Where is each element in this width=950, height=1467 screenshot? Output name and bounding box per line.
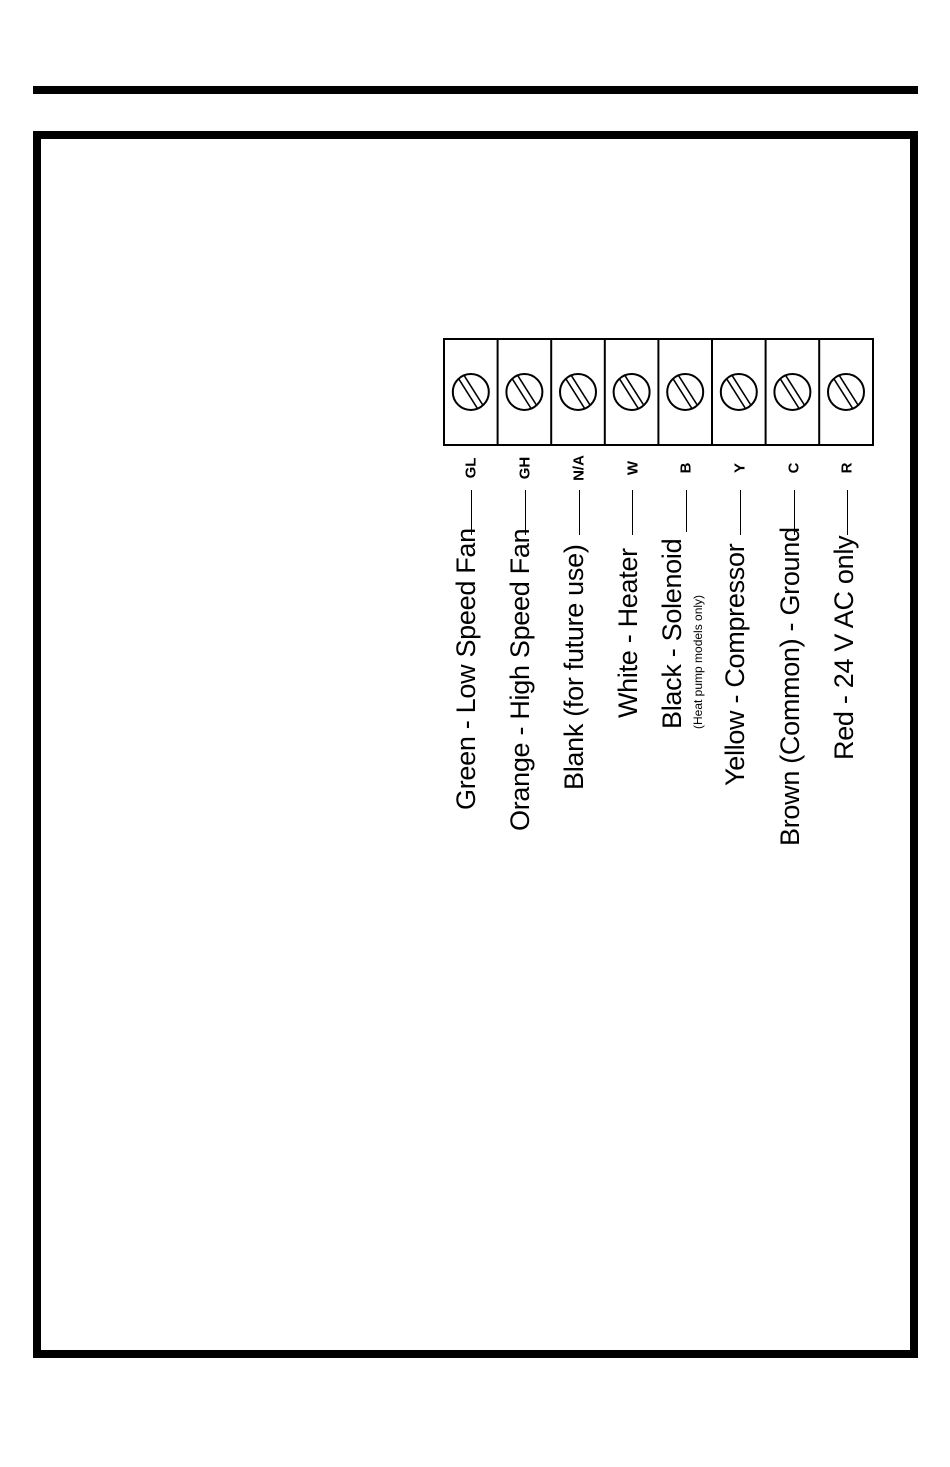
lead-line-na: [579, 490, 580, 535]
terminal-code-r: R: [838, 462, 856, 474]
wire-label-gh: Orange - High Speed Fan: [505, 528, 535, 831]
wire-label-b: Black - Solenoid: [657, 538, 687, 729]
wire-label-r: Red - 24 V AC only: [829, 535, 859, 760]
wire-label-c: Brown (Common) - Ground: [775, 527, 805, 846]
screw-gl: [453, 374, 489, 410]
screw-b: [667, 374, 703, 410]
wire-label-gl: Green - Low Speed Fan: [451, 528, 481, 810]
lead-line-b: [686, 490, 687, 532]
terminal-code-gh: GH: [516, 456, 534, 480]
terminal-code-b: B: [677, 462, 695, 474]
screw-gh: [506, 374, 542, 410]
terminal-block: [443, 338, 875, 448]
screw-y: [721, 374, 757, 410]
top-rule: [33, 86, 918, 94]
terminal-code-gl: GL: [462, 457, 480, 479]
lead-line-w: [632, 490, 633, 535]
screw-w: [614, 374, 650, 410]
wire-label-na: Blank (for future use): [559, 544, 589, 790]
wire-label-w: White - Heater: [613, 548, 643, 718]
lead-line-r: [847, 490, 848, 535]
screw-c: [774, 374, 810, 410]
wire-label-y: Yellow - Compressor: [720, 543, 750, 786]
terminal-code-c: C: [785, 462, 803, 474]
wire-note-b: (Heat pump models only): [691, 594, 705, 729]
terminal-code-w: W: [624, 460, 642, 476]
screw-na: [560, 374, 596, 410]
lead-line-y: [740, 490, 741, 535]
terminal-code-y: Y: [731, 462, 749, 474]
screw-r: [828, 374, 864, 410]
terminal-code-na: N/A: [570, 455, 588, 481]
